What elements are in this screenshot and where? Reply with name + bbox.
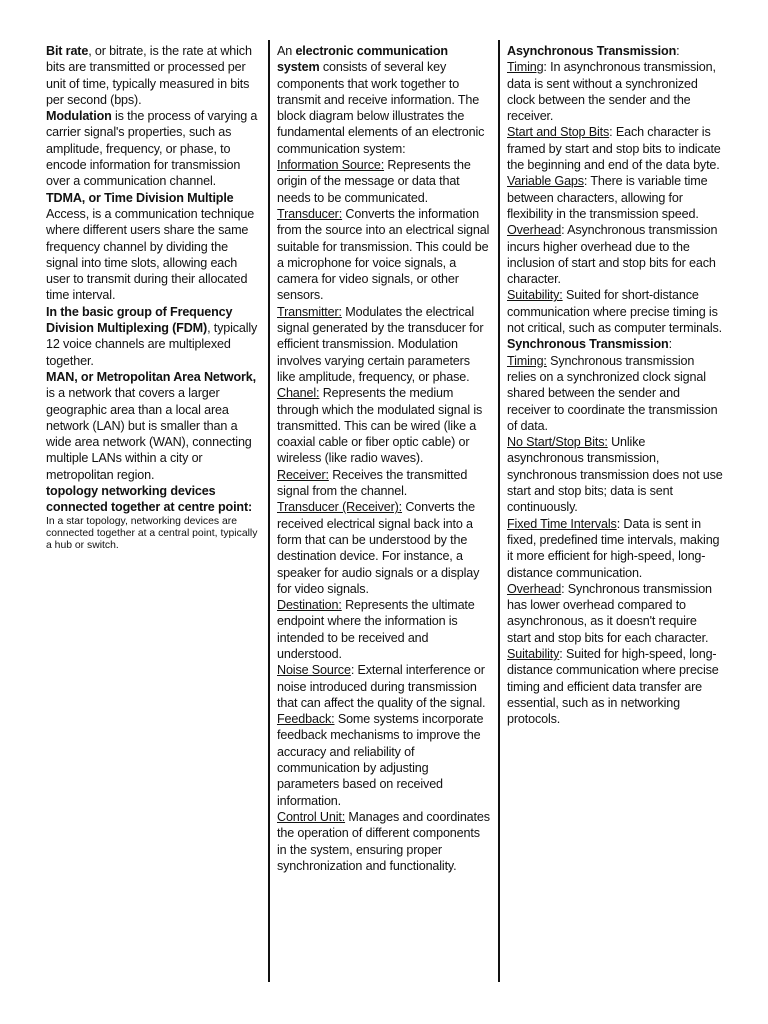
list-item: [277, 157, 491, 206]
list-item: [277, 385, 491, 466]
man-term: MAN, or Metropolitan Area Network,: [46, 369, 256, 384]
list-item-text: : In asynchronous transmission, data is sent without a synchronized clock between the sender and the receiver.: [507, 60, 716, 124]
sync-item-list: [507, 353, 723, 728]
sync-heading-colon: :: [668, 337, 672, 352]
async-heading: [507, 43, 723, 59]
list-item-text: Modulates the electrical signal generated by the transducer for efficient transmission. Modulation involves varying certain parameters like amplitude, frequency, or phase.: [277, 304, 484, 384]
bit-rate-term: Bit rate: [46, 44, 89, 58]
async-item-list: [507, 59, 723, 336]
list-item-text: Represents the ultimate endpoint where the information is intended to be received and understood.: [277, 598, 475, 661]
list-item-text: Receives the transmitted signal from the channel.: [277, 467, 468, 499]
list-item-text: Unlike asynchronous transmission, synchronous transmission does not use start and stop bits; data is sent continuously.: [507, 435, 723, 515]
ecs-term: electronic communication system: [277, 44, 448, 75]
fdm-text: , typically 12 voice channels are multiplexed together.: [46, 321, 258, 368]
list-item-text: Synchronous transmission relies on a synchronized clock signal shared between the sender and receiver to coordinate the transmission of data.: [507, 353, 718, 433]
list-item: [277, 499, 491, 597]
column-2: [277, 43, 491, 874]
modulation-paragraph: [46, 108, 260, 189]
column-divider-2: [498, 40, 500, 982]
list-item-text: Represents the medium through which the modulated signal is transmitted. This can be wired (like a coaxial cable or fiber optic cable) or wireless (like radio waves).: [277, 386, 483, 466]
list-item-term: Overhead: [507, 581, 562, 596]
list-item: [507, 434, 723, 515]
ecs-component-list: [277, 157, 491, 874]
list-item-term: No Start/Stop Bits:: [507, 435, 608, 450]
list-item-term: Variable Gaps: [507, 174, 584, 189]
list-item-text: : External interference or noise introduced during transmission that can affect the quality of the signal.: [277, 663, 486, 710]
list-item-term: Control Unit:: [277, 809, 346, 824]
list-item-term: Information Source:: [277, 158, 385, 173]
column-1: [46, 43, 260, 552]
tdma-term: TDMA, or Time Division Multiple: [46, 190, 234, 205]
async-heading-colon: :: [676, 44, 680, 58]
list-item: [507, 222, 723, 287]
list-item: [277, 809, 491, 874]
list-item-text: Manages and coordinates the operation of different components in the system, ensuring proper synchronization and functionality.: [277, 809, 490, 873]
bit-rate-paragraph: [46, 43, 260, 108]
list-item-term: Transducer:: [277, 206, 343, 221]
man-paragraph: [46, 369, 260, 483]
list-item-text: Represents the origin of the message or data that needs to be communicated.: [277, 158, 471, 205]
list-item: [277, 206, 491, 304]
fdm-paragraph: [46, 304, 260, 369]
list-item-text: Suited for short-distance communication where precise timing is not critical, such as computer terminals.: [507, 288, 723, 336]
list-item: [507, 173, 723, 222]
topology-heading: [46, 483, 260, 516]
list-item: [507, 59, 723, 124]
modulation-term: Modulation: [46, 109, 112, 124]
list-item-text: : There is variable time between characters, allowing for flexibility in the transmission speed.: [507, 174, 708, 221]
list-item-term: Receiver:: [277, 467, 329, 482]
list-item-term: Transducer (Receiver):: [277, 500, 403, 515]
list-item-term: Overhead: [507, 223, 562, 238]
list-item: [507, 353, 723, 434]
async-heading-text: Asynchronous Transmission: [507, 44, 677, 58]
list-item-term: Suitability:: [507, 288, 563, 303]
list-item-text: : Asynchronous transmission incurs higher overhead due to the inclusion of start and stop bits for each character.: [507, 223, 718, 287]
list-item-term: Transmitter:: [277, 304, 342, 319]
list-item-text: Converts the information from the source into an electrical signal suitable for transmission. This could be a microphone for voice signals, a camera for video signals, or other sensors.: [277, 206, 490, 303]
list-item: [507, 124, 723, 173]
ecs-intro-paragraph: [277, 43, 491, 157]
list-item-text: Converts the received electrical signal back into a form that can be understood by the destination device. For instance, a speaker for audio signals or a display for video signals.: [277, 500, 480, 596]
list-item-text: : Synchronous transmission has lower overhead compared to asynchronous, as it doesn't require start and stop bits for each character.: [507, 581, 712, 645]
column-divider-1: [268, 40, 270, 982]
modulation-text: is the process of varying a carrier signal's properties, such as amplitude, frequency, or phase, to encode information for transmission over a communication channel.: [46, 109, 258, 189]
list-item: [277, 467, 491, 500]
list-item-term: Suitability: [507, 646, 560, 661]
star-topology-paragraph: In a star topology, networking devices are connected together at a central point, typically a hub or switch.: [46, 515, 258, 552]
ecs-intro-lead: An: [277, 44, 296, 58]
column-3: [507, 43, 723, 727]
list-item: [507, 287, 723, 336]
list-item: [277, 597, 491, 662]
list-item-term: Destination:: [277, 598, 342, 613]
topology-term: topology networking devices connected together at centre point:: [46, 484, 253, 515]
list-item: [277, 304, 491, 385]
list-item-text: Some systems incorporate feedback mechanisms to improve the accuracy and reliability of communication by adjusting parameters based on received information.: [277, 712, 484, 808]
list-item-term: Timing:: [507, 353, 547, 368]
ecs-intro-text: consists of several key components that work together to transmit and receive information. The block diagram below illustrates the fundamental elements of an electronic communication system:: [277, 60, 485, 156]
list-item-term: Feedback:: [277, 712, 335, 727]
list-item: [277, 711, 491, 809]
sync-heading-text: Synchronous Transmission: [507, 337, 669, 352]
man-text: is a network that covers a larger geographic area than a local area network (LAN) but is smaller than a wide area network (WAN), connecting multiple LANs within a city or metropolitan region.: [46, 386, 252, 482]
list-item: [277, 662, 491, 711]
list-item-term: Timing: [507, 60, 544, 75]
list-item: [507, 516, 723, 581]
list-item-term: Chanel:: [277, 386, 320, 401]
list-item-text: : Each character is framed by start and stop bits to indicate the beginning and end of the data byte.: [507, 125, 721, 173]
list-item: [507, 581, 723, 646]
list-item-term: Fixed Time Intervals: [507, 516, 617, 531]
list-item-term: Start and Stop Bits: [507, 125, 610, 140]
sync-heading: [507, 336, 723, 352]
bit-rate-text: , or bitrate, is the rate at which bits are transmitted or processed per unit of time, typically measured in bits per second (bps).: [46, 44, 252, 107]
list-item-text: : Data is sent in fixed, predefined time intervals, making it more efficient for high-speed, long-distance communication.: [507, 516, 720, 580]
tdma-paragraph: [46, 190, 260, 304]
tdma-text: Access, is a communication technique where different users share the same frequency channel by dividing the signal into time slots, allowing each user to transmit during their allocated time interval.: [46, 206, 255, 303]
fdm-term: In the basic group of Frequency Division Multiplexing (FDM): [46, 304, 233, 336]
list-item: [507, 646, 723, 727]
list-item-term: Noise Source: [277, 663, 351, 678]
list-item-text: : Suited for high-speed, long-distance communication where precise timing and efficient data transfer are essential, such as in networking protocols.: [507, 646, 719, 727]
